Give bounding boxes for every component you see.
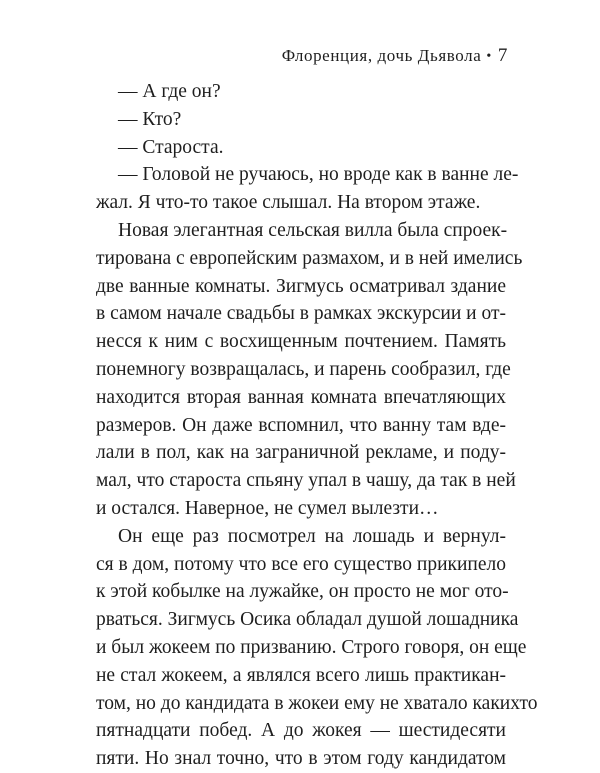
text-line: лали в пол, как на заграничной рекламе, и поду- — [96, 442, 506, 464]
page-number: 7 — [497, 45, 508, 66]
text-line: и был жокеем по призванию. Строго говоря, он еще — [96, 636, 527, 658]
running-head-separator: • — [486, 49, 492, 64]
text-line: ся в дом, потому что все его существо прикипело — [96, 553, 506, 575]
text-line: пятнадцати побед. А до жокея — шестидесяти — [96, 720, 506, 742]
text-line: тирована с европейским размахом, и в ней имелись — [96, 247, 523, 269]
text-line: размеров. Он даже вспомнил, что ванну там вде- — [96, 414, 506, 436]
running-head — [282, 44, 508, 69]
text-line: — Головой не ручаюсь, но вроде как в ванне ле- — [118, 164, 519, 186]
text-line: несся к ним с восхищенным почтением. Память — [96, 331, 506, 353]
text-line: том, но до кандидата в жокеи ему не хватало какихто — [96, 692, 538, 714]
text-line: в самом начале свадьбы в рамках экскурсии и от- — [96, 303, 506, 325]
text-line: не стал жокеем, а являлся всего лишь практикан- — [96, 664, 506, 686]
running-head-title: Флоренция, дочь Дьявола — [281, 46, 482, 65]
text-line: Он еще раз посмотрел на лошадь и вернул- — [118, 525, 506, 547]
text-line: к этой кобылке на лужайке, он просто не мог ото- — [96, 581, 509, 603]
text-line: рваться. Зигмусь Осика обладал душой лошадника — [96, 609, 519, 631]
text-line: мал, что староста спьяну упал в чашу, да так в ней — [96, 470, 516, 492]
text-line: жал. Я что-то такое слышал. На втором этаже. — [96, 192, 481, 214]
text-line: — Староста. — [118, 136, 224, 158]
text-line: две ванные комнаты. Зигмусь осматривал здание — [96, 275, 506, 297]
body-text — [96, 78, 538, 773]
text-line: — Кто? — [118, 108, 182, 130]
text-line: — А где он? — [118, 81, 221, 102]
text-line: понемногу возвращалась, и парень сообразил, где — [96, 358, 511, 380]
text-line: пяти. Но знал точно, что в этом году кандидатом — [96, 748, 506, 770]
text-line: находится вторая ванная комната впечатляющих — [96, 386, 506, 408]
text-line: Новая элегантная сельская вилла была спроек- — [118, 219, 508, 241]
text-line: и остался. Наверное, не сумел вылезти… — [96, 497, 439, 519]
